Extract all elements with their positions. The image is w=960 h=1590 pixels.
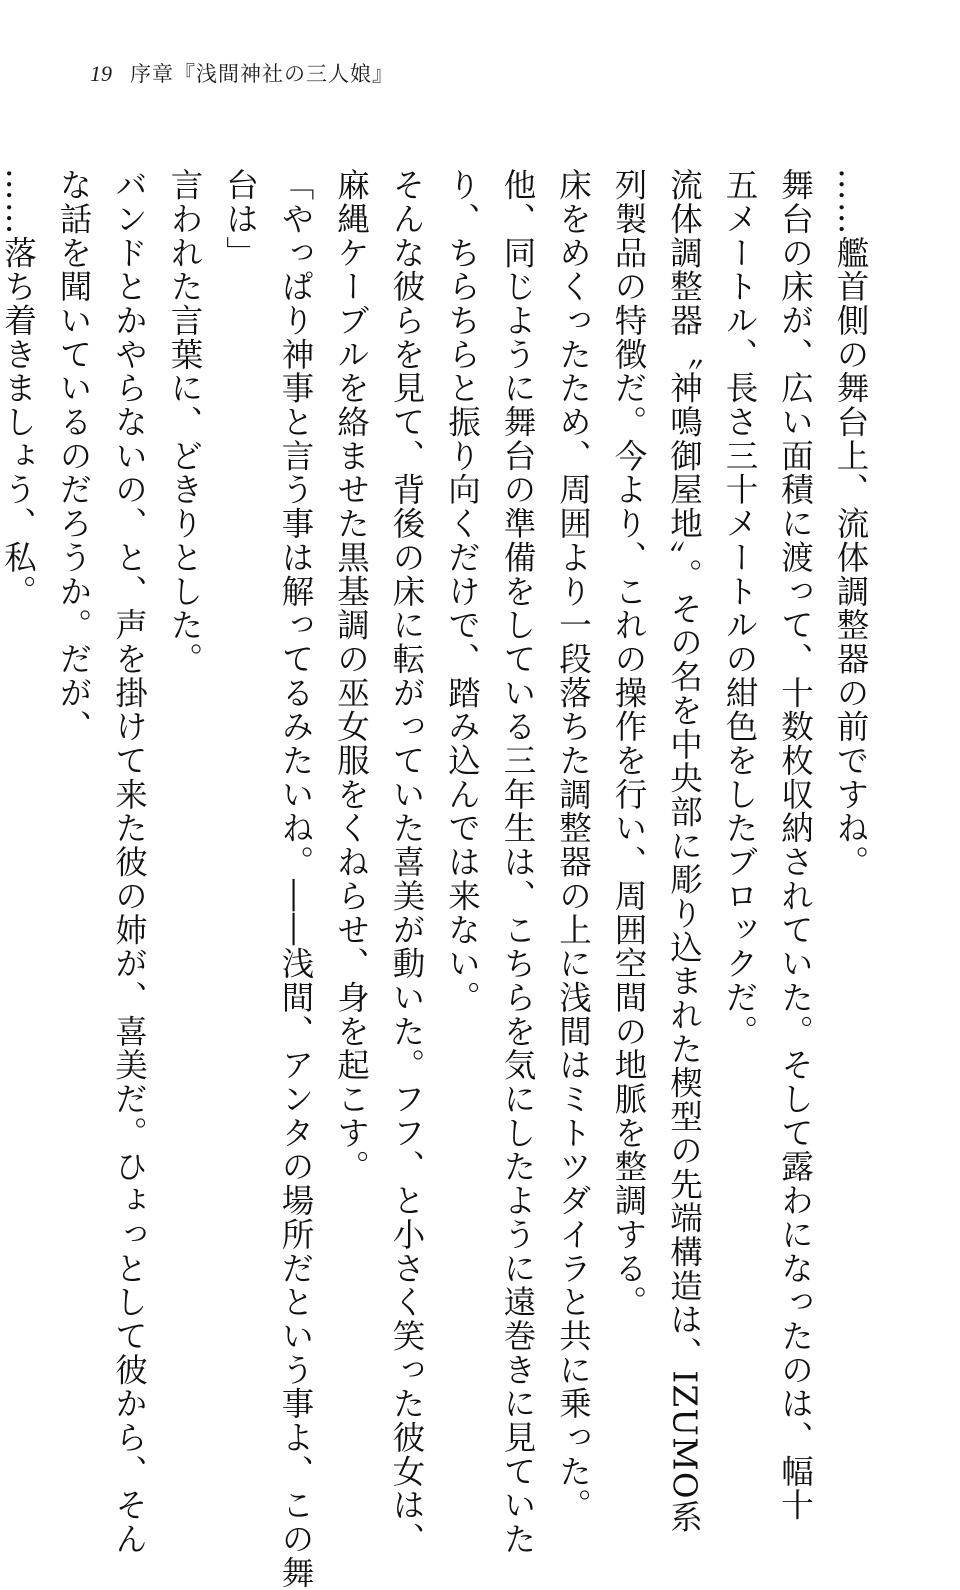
text-line: な話を聞いているのだろうか。だが、 (55, 168, 93, 744)
text-line: バンドとかやらないの、と、声を掛けて来た彼の姉が、喜美だ。ひょっとして彼から、そん (110, 168, 149, 1556)
text-line: 台は」 (221, 168, 260, 270)
text-line: 他、同じように舞台の準備をしている三年生は、こちらを気にしたように遠巻きに見ていた (499, 168, 537, 1556)
chapter-title: 序章『浅間神社の三人娘』 (130, 62, 394, 86)
text-line: 床をめくったため、周囲より一段落ちた調整器の上に浅間はミトツダイラと共に乗った。 (554, 168, 593, 1522)
text-line: 舞台の床が、広い面積に渡って、十数枚収納されていた。そして露わになったのは、幅十 (776, 168, 815, 1522)
running-header (90, 58, 394, 98)
page-number: 19 (90, 61, 112, 86)
text-line: 「やっぱり神事と言う事は解ってるみたいね。――浅間、アンタの場所だという事よ、この舞 (277, 168, 315, 1590)
text-line: 麻縄ケーブルを絡ませた黒基調の巫女服をくねらせ、身を起こす。 (332, 168, 371, 1184)
text-line: ……艦首側の舞台上、流体調整器の前ですね。 (832, 168, 870, 879)
text-line: り、ちらちらと振り向くだけで、踏み込んでは来ない。 (443, 168, 482, 1015)
text-line: そんな彼らを見て、背後の床に転がっていた喜美が動いた。フフ、と小さく笑った彼女は、 (388, 168, 426, 1556)
text-line: 流体調整器〝神鳴御屋地〟。その名を中央部に彫り込まれた楔型の先端構造は、IZUMO系 (665, 168, 704, 1534)
text-line: 列製品の特徴だ。今より、これの操作を行い、周囲空間の地脈を整調する。 (610, 168, 648, 1319)
text-line: 言われた言葉に、どきりとした。 (166, 168, 204, 676)
text-line: 五メートル、長さ三十メートルの紺色をしたブロックだ。 (721, 168, 759, 1049)
text-line: ……落ち着きましょう、私。 (0, 168, 38, 609)
vertical-text-body (0, 168, 878, 1590)
